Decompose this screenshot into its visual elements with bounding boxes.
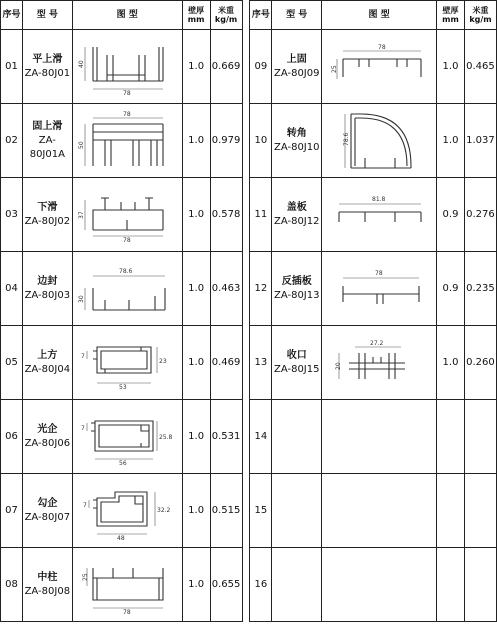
wall-thickness: 1.0 — [182, 400, 210, 474]
svg-text:78.6: 78.6 — [119, 267, 133, 275]
wall-thickness: 0.9 — [437, 252, 465, 326]
row-number: 04 — [1, 252, 23, 326]
profile-drawing — [72, 178, 182, 252]
model-cell — [272, 474, 322, 548]
model-name: 收口 — [286, 349, 307, 361]
profile-drawing — [72, 400, 182, 474]
model-cell — [272, 104, 322, 178]
model-cell — [272, 252, 322, 326]
model-name: 上方 — [37, 349, 58, 361]
svg-text:25.8: 25.8 — [159, 433, 173, 441]
table-row — [1, 548, 497, 622]
row-number: 05 — [1, 326, 23, 400]
table-row — [1, 400, 497, 474]
model-code: ZA-80J04 — [24, 363, 71, 375]
profile-drawing — [72, 104, 182, 178]
wall-thickness: 1.0 — [437, 104, 465, 178]
model-code: ZA-80J01A — [29, 134, 65, 160]
model-code: ZA-80J10 — [274, 141, 320, 153]
wall-thickness: 1.0 — [437, 326, 465, 400]
model-cell — [22, 548, 72, 622]
svg-text:56: 56 — [119, 459, 127, 467]
svg-text:40: 40 — [78, 59, 86, 68]
unit-weight — [464, 548, 496, 622]
header-row — [1, 1, 497, 30]
model-cell — [272, 178, 322, 252]
model-code: ZA-80J15 — [274, 363, 320, 375]
row-number: 11 — [250, 178, 272, 252]
unit-weight — [464, 474, 496, 548]
svg-text:20: 20 — [335, 361, 343, 370]
profile-drawing — [322, 104, 437, 178]
model-cell — [272, 548, 322, 622]
svg-text:48: 48 — [117, 534, 125, 542]
model-cell — [22, 252, 72, 326]
svg-text:50: 50 — [78, 140, 86, 149]
wall-thickness: 1.0 — [182, 474, 210, 548]
table-row — [1, 326, 497, 400]
profile-drawing — [72, 252, 182, 326]
wall-thickness: 1.0 — [182, 30, 210, 104]
wall-thickness: 1.0 — [182, 548, 210, 622]
header-drawing: 图 型 — [72, 1, 182, 30]
model-code: ZA-80J08 — [24, 585, 71, 597]
wall-thickness — [437, 548, 465, 622]
model-name: 边封 — [37, 275, 58, 287]
profile-drawing — [72, 548, 182, 622]
header-seq: 序号 — [1, 1, 23, 30]
model-code: ZA-80J06 — [24, 437, 71, 449]
header-wall: 壁厚 mm — [437, 1, 465, 30]
table-row — [1, 474, 497, 548]
svg-text:32.2: 32.2 — [157, 506, 171, 514]
model-code: ZA-80J03 — [24, 289, 71, 301]
model-code: ZA-80J12 — [274, 215, 320, 227]
wall-thickness: 1.0 — [182, 326, 210, 400]
model-cell — [22, 30, 72, 104]
table-row — [1, 178, 497, 252]
svg-text:78: 78 — [378, 43, 386, 51]
column-gap — [242, 1, 250, 30]
row-number: 07 — [1, 474, 23, 548]
row-number: 09 — [250, 30, 272, 104]
svg-text:81.8: 81.8 — [372, 195, 386, 203]
unit-weight: 0.235 — [464, 252, 496, 326]
svg-text:7: 7 — [81, 424, 86, 432]
profile-drawing — [322, 178, 437, 252]
svg-text:78: 78 — [123, 89, 131, 97]
header-weight: 米重 kg/m — [464, 1, 496, 30]
svg-text:78: 78 — [123, 608, 131, 616]
model-cell — [272, 400, 322, 474]
row-number: 13 — [250, 326, 272, 400]
unit-weight: 0.260 — [464, 326, 496, 400]
model-name: 下滑 — [37, 201, 58, 213]
header-drawing: 图 型 — [322, 1, 437, 30]
row-number: 03 — [1, 178, 23, 252]
row-number: 06 — [1, 400, 23, 474]
unit-weight: 0.655 — [210, 548, 242, 622]
svg-text:30: 30 — [78, 294, 86, 303]
model-name: 盖板 — [286, 201, 307, 213]
model-name: 转角 — [286, 127, 307, 139]
svg-text:53: 53 — [119, 383, 127, 391]
svg-text:23: 23 — [159, 357, 167, 365]
table-row — [1, 30, 497, 104]
unit-weight: 0.515 — [210, 474, 242, 548]
unit-weight: 0.578 — [210, 178, 242, 252]
row-number: 14 — [250, 400, 272, 474]
svg-text:27.2: 27.2 — [370, 339, 384, 347]
wall-thickness: 1.0 — [182, 104, 210, 178]
wall-thickness: 1.0 — [182, 178, 210, 252]
model-name: 光企 — [37, 423, 58, 435]
row-number: 01 — [1, 30, 23, 104]
model-name: 上固 — [286, 53, 307, 65]
svg-text:7: 7 — [83, 501, 88, 509]
unit-weight: 0.463 — [210, 252, 242, 326]
model-code: ZA-80J13 — [274, 289, 320, 301]
svg-text:37: 37 — [78, 210, 86, 219]
wall-thickness — [437, 400, 465, 474]
profile-drawing — [72, 474, 182, 548]
profile-drawing — [322, 326, 437, 400]
header-model: 型 号 — [22, 1, 72, 30]
svg-text:25: 25 — [331, 64, 339, 73]
model-name: 固上滑 — [32, 120, 63, 132]
model-cell — [272, 30, 322, 104]
svg-text:78.6: 78.6 — [343, 132, 351, 146]
svg-text:78: 78 — [375, 269, 383, 277]
model-name: 反插板 — [281, 275, 312, 287]
row-number: 16 — [250, 548, 272, 622]
profile-drawing — [72, 326, 182, 400]
model-cell — [22, 104, 72, 178]
model-cell — [22, 474, 72, 548]
unit-weight: 0.465 — [464, 30, 496, 104]
profile-drawing — [322, 474, 437, 548]
model-name: 勾企 — [37, 497, 58, 509]
unit-weight — [464, 400, 496, 474]
header-seq: 序号 — [250, 1, 272, 30]
model-code: ZA-80J09 — [274, 67, 320, 79]
unit-weight: 0.276 — [464, 178, 496, 252]
unit-weight: 0.979 — [210, 104, 242, 178]
profile-drawing — [322, 400, 437, 474]
unit-weight: 1.037 — [464, 104, 496, 178]
row-number: 02 — [1, 104, 23, 178]
row-number: 12 — [250, 252, 272, 326]
model-cell — [22, 400, 72, 474]
unit-weight: 0.469 — [210, 326, 242, 400]
model-name: 中柱 — [37, 571, 58, 583]
model-cell — [22, 326, 72, 400]
model-code: ZA-80J07 — [24, 511, 71, 523]
svg-text:7: 7 — [81, 352, 86, 360]
profile-drawing — [72, 30, 182, 104]
model-name: 平上滑 — [32, 53, 63, 65]
table-row — [1, 252, 497, 326]
unit-weight: 0.531 — [210, 400, 242, 474]
wall-thickness: 1.0 — [437, 30, 465, 104]
header-model: 型 号 — [272, 1, 322, 30]
wall-thickness: 0.9 — [437, 178, 465, 252]
profile-drawing — [322, 252, 437, 326]
svg-text:78: 78 — [123, 236, 131, 244]
model-cell — [22, 178, 72, 252]
profile-drawing — [322, 548, 437, 622]
model-cell — [272, 326, 322, 400]
header-weight: 米重 kg/m — [210, 1, 242, 30]
svg-text:78: 78 — [123, 110, 131, 118]
wall-thickness: 1.0 — [182, 252, 210, 326]
table-row — [1, 104, 497, 178]
unit-weight: 0.669 — [210, 30, 242, 104]
model-code: ZA-80J02 — [24, 215, 71, 227]
row-number: 08 — [1, 548, 23, 622]
profile-drawing — [322, 30, 437, 104]
wall-thickness — [437, 474, 465, 548]
header-wall: 壁厚 mm — [182, 1, 210, 30]
row-number: 15 — [250, 474, 272, 548]
row-number: 10 — [250, 104, 272, 178]
model-code: ZA-80J01 — [24, 67, 71, 79]
svg-text:25: 25 — [82, 572, 90, 581]
